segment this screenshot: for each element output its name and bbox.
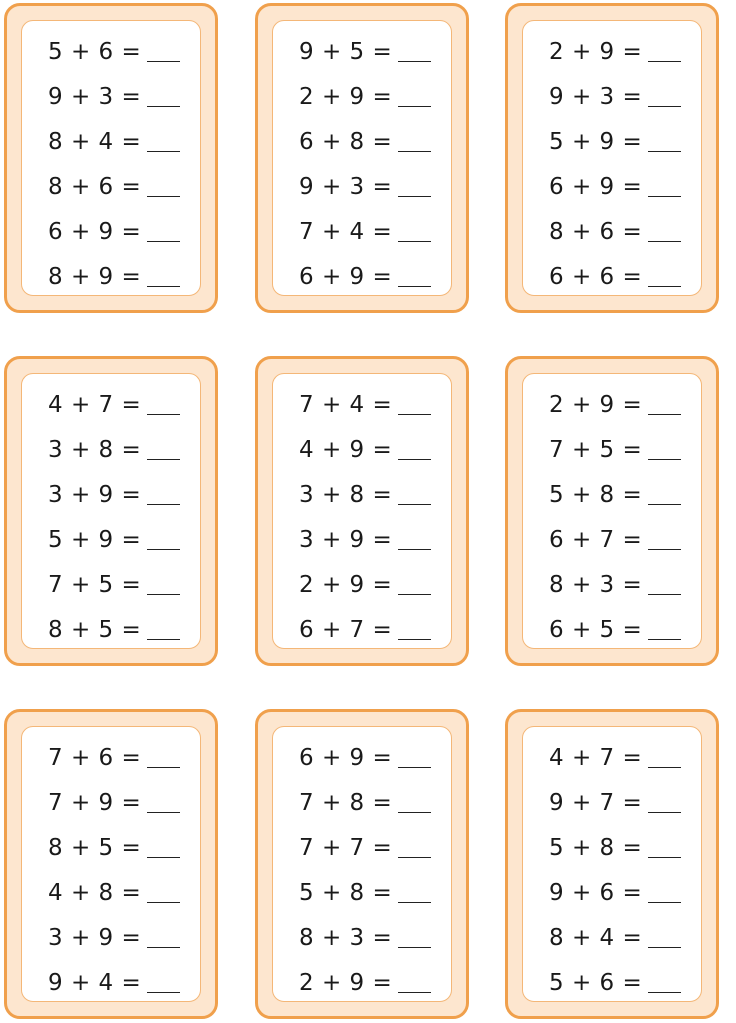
equation-text: 6 + 9 = — [48, 218, 142, 245]
equation-row — [299, 382, 431, 427]
equation-text: 2 + 9 = — [549, 38, 643, 65]
equation-row — [549, 562, 681, 607]
answer-blank[interactable] — [398, 266, 431, 287]
equation-row — [299, 517, 431, 562]
answer-blank[interactable] — [147, 266, 180, 287]
equation-row — [549, 74, 681, 119]
equation-text: 9 + 4 = — [48, 969, 142, 996]
equation-row — [48, 29, 180, 74]
equation-row — [299, 472, 431, 517]
answer-blank[interactable] — [648, 927, 681, 948]
card-inner — [272, 373, 452, 649]
equation-text: 6 + 6 = — [549, 263, 643, 290]
answer-blank[interactable] — [648, 837, 681, 858]
answer-blank[interactable] — [147, 394, 180, 415]
equation-row — [299, 915, 431, 960]
equation-row — [299, 562, 431, 607]
card-1 — [4, 3, 218, 313]
equation-row — [299, 164, 431, 209]
equation-row — [549, 517, 681, 562]
card-inner — [522, 373, 702, 649]
equation-row — [549, 472, 681, 517]
equation-text: 4 + 9 = — [299, 436, 393, 463]
answer-blank[interactable] — [398, 394, 431, 415]
equation-text: 8 + 4 = — [549, 924, 643, 951]
equation-text: 5 + 6 = — [549, 969, 643, 996]
equation-text: 8 + 5 = — [48, 616, 142, 643]
answer-blank[interactable] — [398, 747, 431, 768]
answer-blank[interactable] — [147, 176, 180, 197]
equation-text: 5 + 8 = — [549, 481, 643, 508]
answer-blank[interactable] — [648, 574, 681, 595]
equation-text: 8 + 5 = — [48, 834, 142, 861]
equation-row — [549, 735, 681, 780]
equation-text: 6 + 8 = — [299, 128, 393, 155]
equation-text: 5 + 8 = — [299, 879, 393, 906]
equation-text: 8 + 9 = — [48, 263, 142, 290]
equation-text: 3 + 9 = — [48, 481, 142, 508]
card-6 — [505, 356, 719, 666]
answer-blank[interactable] — [147, 131, 180, 152]
answer-blank[interactable] — [648, 394, 681, 415]
equation-list — [549, 382, 681, 652]
answer-blank[interactable] — [147, 529, 180, 550]
equation-text: 3 + 9 = — [299, 526, 393, 553]
answer-blank[interactable] — [398, 972, 431, 993]
equation-row — [299, 29, 431, 74]
equation-row — [549, 29, 681, 74]
equation-text: 2 + 9 = — [299, 83, 393, 110]
equation-text: 7 + 8 = — [299, 789, 393, 816]
equation-row — [549, 119, 681, 164]
answer-blank[interactable] — [398, 574, 431, 595]
equation-text: 3 + 8 = — [48, 436, 142, 463]
card-inner — [522, 726, 702, 1002]
equation-row — [549, 209, 681, 254]
equation-row — [549, 607, 681, 652]
answer-blank[interactable] — [648, 484, 681, 505]
equation-row — [48, 960, 180, 1005]
answer-blank[interactable] — [398, 837, 431, 858]
equation-text: 7 + 4 = — [299, 218, 393, 245]
equation-list — [48, 29, 180, 299]
answer-blank[interactable] — [147, 41, 180, 62]
equation-text: 8 + 6 = — [549, 218, 643, 245]
equation-text: 7 + 7 = — [299, 834, 393, 861]
equation-text: 2 + 9 = — [299, 571, 393, 598]
answer-blank[interactable] — [648, 221, 681, 242]
equation-row — [48, 825, 180, 870]
equation-row — [299, 427, 431, 472]
answer-blank[interactable] — [147, 882, 180, 903]
answer-blank[interactable] — [398, 41, 431, 62]
equation-row — [549, 825, 681, 870]
equation-row — [48, 562, 180, 607]
equation-text: 4 + 7 = — [48, 391, 142, 418]
answer-blank[interactable] — [147, 747, 180, 768]
card-inner — [522, 20, 702, 296]
equation-text: 5 + 6 = — [48, 38, 142, 65]
answer-blank[interactable] — [147, 792, 180, 813]
equation-text: 7 + 4 = — [299, 391, 393, 418]
answer-blank[interactable] — [648, 792, 681, 813]
answer-blank[interactable] — [147, 574, 180, 595]
equation-text: 7 + 5 = — [48, 571, 142, 598]
equation-text: 6 + 5 = — [549, 616, 643, 643]
equation-text: 8 + 6 = — [48, 173, 142, 200]
answer-blank[interactable] — [648, 882, 681, 903]
equation-row — [48, 382, 180, 427]
equation-row — [48, 427, 180, 472]
answer-blank[interactable] — [147, 619, 180, 640]
answer-blank[interactable] — [398, 439, 431, 460]
answer-blank[interactable] — [398, 221, 431, 242]
equation-text: 9 + 5 = — [299, 38, 393, 65]
answer-blank[interactable] — [398, 86, 431, 107]
equation-text: 7 + 9 = — [48, 789, 142, 816]
card-2 — [255, 3, 469, 313]
card-8 — [255, 709, 469, 1019]
equation-list — [299, 382, 431, 652]
answer-blank[interactable] — [398, 927, 431, 948]
equation-row — [299, 74, 431, 119]
equation-row — [299, 960, 431, 1005]
answer-blank[interactable] — [398, 882, 431, 903]
equation-row — [299, 870, 431, 915]
equation-row — [48, 607, 180, 652]
card-3 — [505, 3, 719, 313]
equation-row — [299, 607, 431, 652]
equation-text: 4 + 8 = — [48, 879, 142, 906]
equation-text: 6 + 9 = — [549, 173, 643, 200]
equation-text: 2 + 9 = — [299, 969, 393, 996]
equation-row — [48, 915, 180, 960]
card-4 — [4, 356, 218, 666]
card-7 — [4, 709, 218, 1019]
equation-text: 9 + 3 = — [48, 83, 142, 110]
answer-blank[interactable] — [398, 792, 431, 813]
equation-text: 6 + 7 = — [299, 616, 393, 643]
card-inner — [21, 726, 201, 1002]
answer-blank[interactable] — [648, 41, 681, 62]
card-inner — [272, 20, 452, 296]
equation-text: 9 + 7 = — [549, 789, 643, 816]
answer-blank[interactable] — [147, 972, 180, 993]
equation-row — [299, 780, 431, 825]
equation-row — [299, 119, 431, 164]
equation-text: 6 + 9 = — [299, 263, 393, 290]
answer-blank[interactable] — [398, 176, 431, 197]
equation-row — [48, 780, 180, 825]
equation-list — [48, 735, 180, 1005]
equation-row — [48, 517, 180, 562]
equation-row — [549, 427, 681, 472]
equation-list — [549, 29, 681, 299]
equation-text: 9 + 3 = — [549, 83, 643, 110]
answer-blank[interactable] — [648, 439, 681, 460]
card-9 — [505, 709, 719, 1019]
equation-text: 6 + 7 = — [549, 526, 643, 553]
answer-blank[interactable] — [147, 927, 180, 948]
equation-text: 3 + 8 = — [299, 481, 393, 508]
equation-row — [48, 870, 180, 915]
equation-text: 4 + 7 = — [549, 744, 643, 771]
equation-list — [299, 29, 431, 299]
answer-blank[interactable] — [648, 176, 681, 197]
answer-blank[interactable] — [648, 86, 681, 107]
answer-blank[interactable] — [648, 747, 681, 768]
equation-text: 5 + 8 = — [549, 834, 643, 861]
equation-row — [549, 254, 681, 299]
answer-blank[interactable] — [398, 619, 431, 640]
equation-row — [48, 254, 180, 299]
answer-blank[interactable] — [398, 131, 431, 152]
equation-row — [549, 915, 681, 960]
equation-text: 7 + 6 = — [48, 744, 142, 771]
equation-row — [299, 254, 431, 299]
equation-row — [48, 164, 180, 209]
equation-row — [48, 119, 180, 164]
equation-row — [299, 735, 431, 780]
equation-list — [299, 735, 431, 1005]
equation-row — [549, 870, 681, 915]
answer-blank[interactable] — [648, 972, 681, 993]
equation-text: 9 + 6 = — [549, 879, 643, 906]
equation-list — [48, 382, 180, 652]
equation-row — [299, 825, 431, 870]
answer-blank[interactable] — [147, 221, 180, 242]
equation-text: 5 + 9 = — [48, 526, 142, 553]
equation-text: 2 + 9 = — [549, 391, 643, 418]
equation-row — [48, 472, 180, 517]
equation-row — [48, 209, 180, 254]
equation-row — [549, 780, 681, 825]
equation-list — [549, 735, 681, 1005]
answer-blank[interactable] — [398, 484, 431, 505]
answer-blank[interactable] — [147, 837, 180, 858]
equation-text: 7 + 5 = — [549, 436, 643, 463]
card-5 — [255, 356, 469, 666]
card-inner — [272, 726, 452, 1002]
equation-text: 6 + 9 = — [299, 744, 393, 771]
answer-blank[interactable] — [648, 131, 681, 152]
equation-row — [299, 209, 431, 254]
equation-text: 8 + 3 = — [549, 571, 643, 598]
answer-blank[interactable] — [648, 266, 681, 287]
answer-blank[interactable] — [147, 439, 180, 460]
equation-text: 5 + 9 = — [549, 128, 643, 155]
answer-blank[interactable] — [648, 529, 681, 550]
equation-text: 3 + 9 = — [48, 924, 142, 951]
answer-blank[interactable] — [147, 86, 180, 107]
card-inner — [21, 20, 201, 296]
equation-row — [48, 74, 180, 119]
answer-blank[interactable] — [147, 484, 180, 505]
equation-row — [48, 735, 180, 780]
answer-blank[interactable] — [648, 619, 681, 640]
equation-row — [549, 960, 681, 1005]
equation-text: 8 + 4 = — [48, 128, 142, 155]
card-inner — [21, 373, 201, 649]
equation-text: 9 + 3 = — [299, 173, 393, 200]
equation-row — [549, 164, 681, 209]
equation-text: 8 + 3 = — [299, 924, 393, 951]
equation-row — [549, 382, 681, 427]
answer-blank[interactable] — [398, 529, 431, 550]
